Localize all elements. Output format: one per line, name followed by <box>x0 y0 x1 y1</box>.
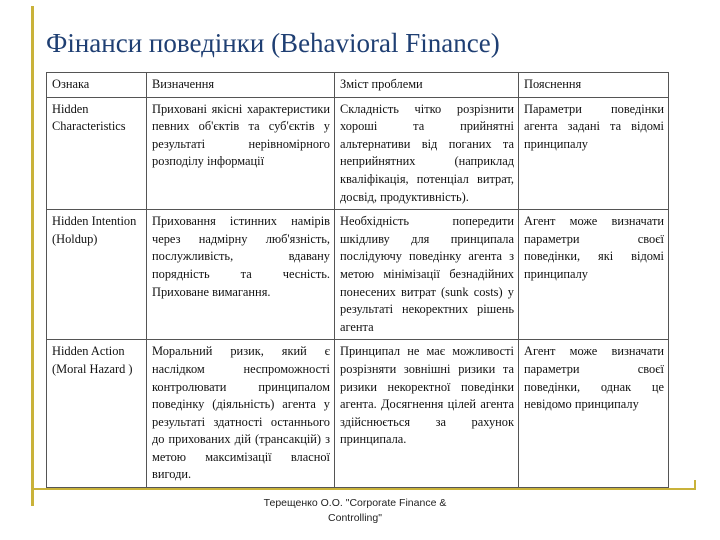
table-row <box>47 210 669 340</box>
header-problem: Зміст проблеми <box>335 73 519 98</box>
frame-corner-tick <box>694 480 696 490</box>
row-feature: Hidden Intention (Holdup) <box>47 210 147 340</box>
row-problem: Принципал не має можливості розрізняти зовнішні ризики та ризики некоректної поведінки агента. Досягнення цілей агента здійснюється за рахунок принципала. <box>335 340 519 488</box>
header-feature: Ознака <box>47 73 147 98</box>
frame-bottom-rule <box>31 488 696 490</box>
header-definition: Визначення <box>147 73 335 98</box>
row-explanation: Агент може визначати параметри своєї поведінки, які відомі принципалу <box>519 210 669 340</box>
table-header-row <box>47 73 669 98</box>
row-feature: Hidden Action (Moral Hazard ) <box>47 340 147 488</box>
row-problem: Складність чітко розрізнити хороші та прийнятні альтернативи від поганих та неприйнятних (наприклад кваліфікація, потенціал витрат, досвід, продуктивність). <box>335 97 519 210</box>
table-row <box>47 340 669 488</box>
slide-title: Фінанси поведінки (Behavioral Finance) <box>46 28 500 58</box>
row-definition: Моральний ризик, який є наслідком неспроможності контролювати принципалом поведінку (діяльність) агента у результаті здатності останнього до прихованих дій (трансакцій) з метою максимізації власної вигоди. <box>147 340 335 488</box>
row-explanation: Параметри поведінки агента задані та відомі принципалу <box>519 97 669 210</box>
header-explanation: Пояснення <box>519 73 669 98</box>
row-feature: Hidden Characteristics <box>47 97 147 210</box>
frame-left-rule <box>31 6 34 506</box>
row-definition: Приховання істинних намірів через надмірну люб'язність, послужливість, вдавану порядність та чесність. Приховане вимагання. <box>147 210 335 340</box>
row-explanation: Агент може визначати параметри своєї поведінки, однак це невідомо принципалу <box>519 340 669 488</box>
row-definition: Приховані якісні характеристики певних об'єктів та суб'єктів у результаті нерівномірного розподілу інформації <box>147 97 335 210</box>
footer-credit: Терещенко О.О. "Corporate Finance & Controlling" <box>263 497 447 524</box>
row-problem: Необхідність попередити шкідливу для принципала послідуючу поведінку агента з метою мінімізації безнадійних понесених витрат (sunk costs) у результаті некоректних рішень агента <box>335 210 519 340</box>
behavioral-finance-table <box>46 72 669 488</box>
table-row <box>47 97 669 210</box>
